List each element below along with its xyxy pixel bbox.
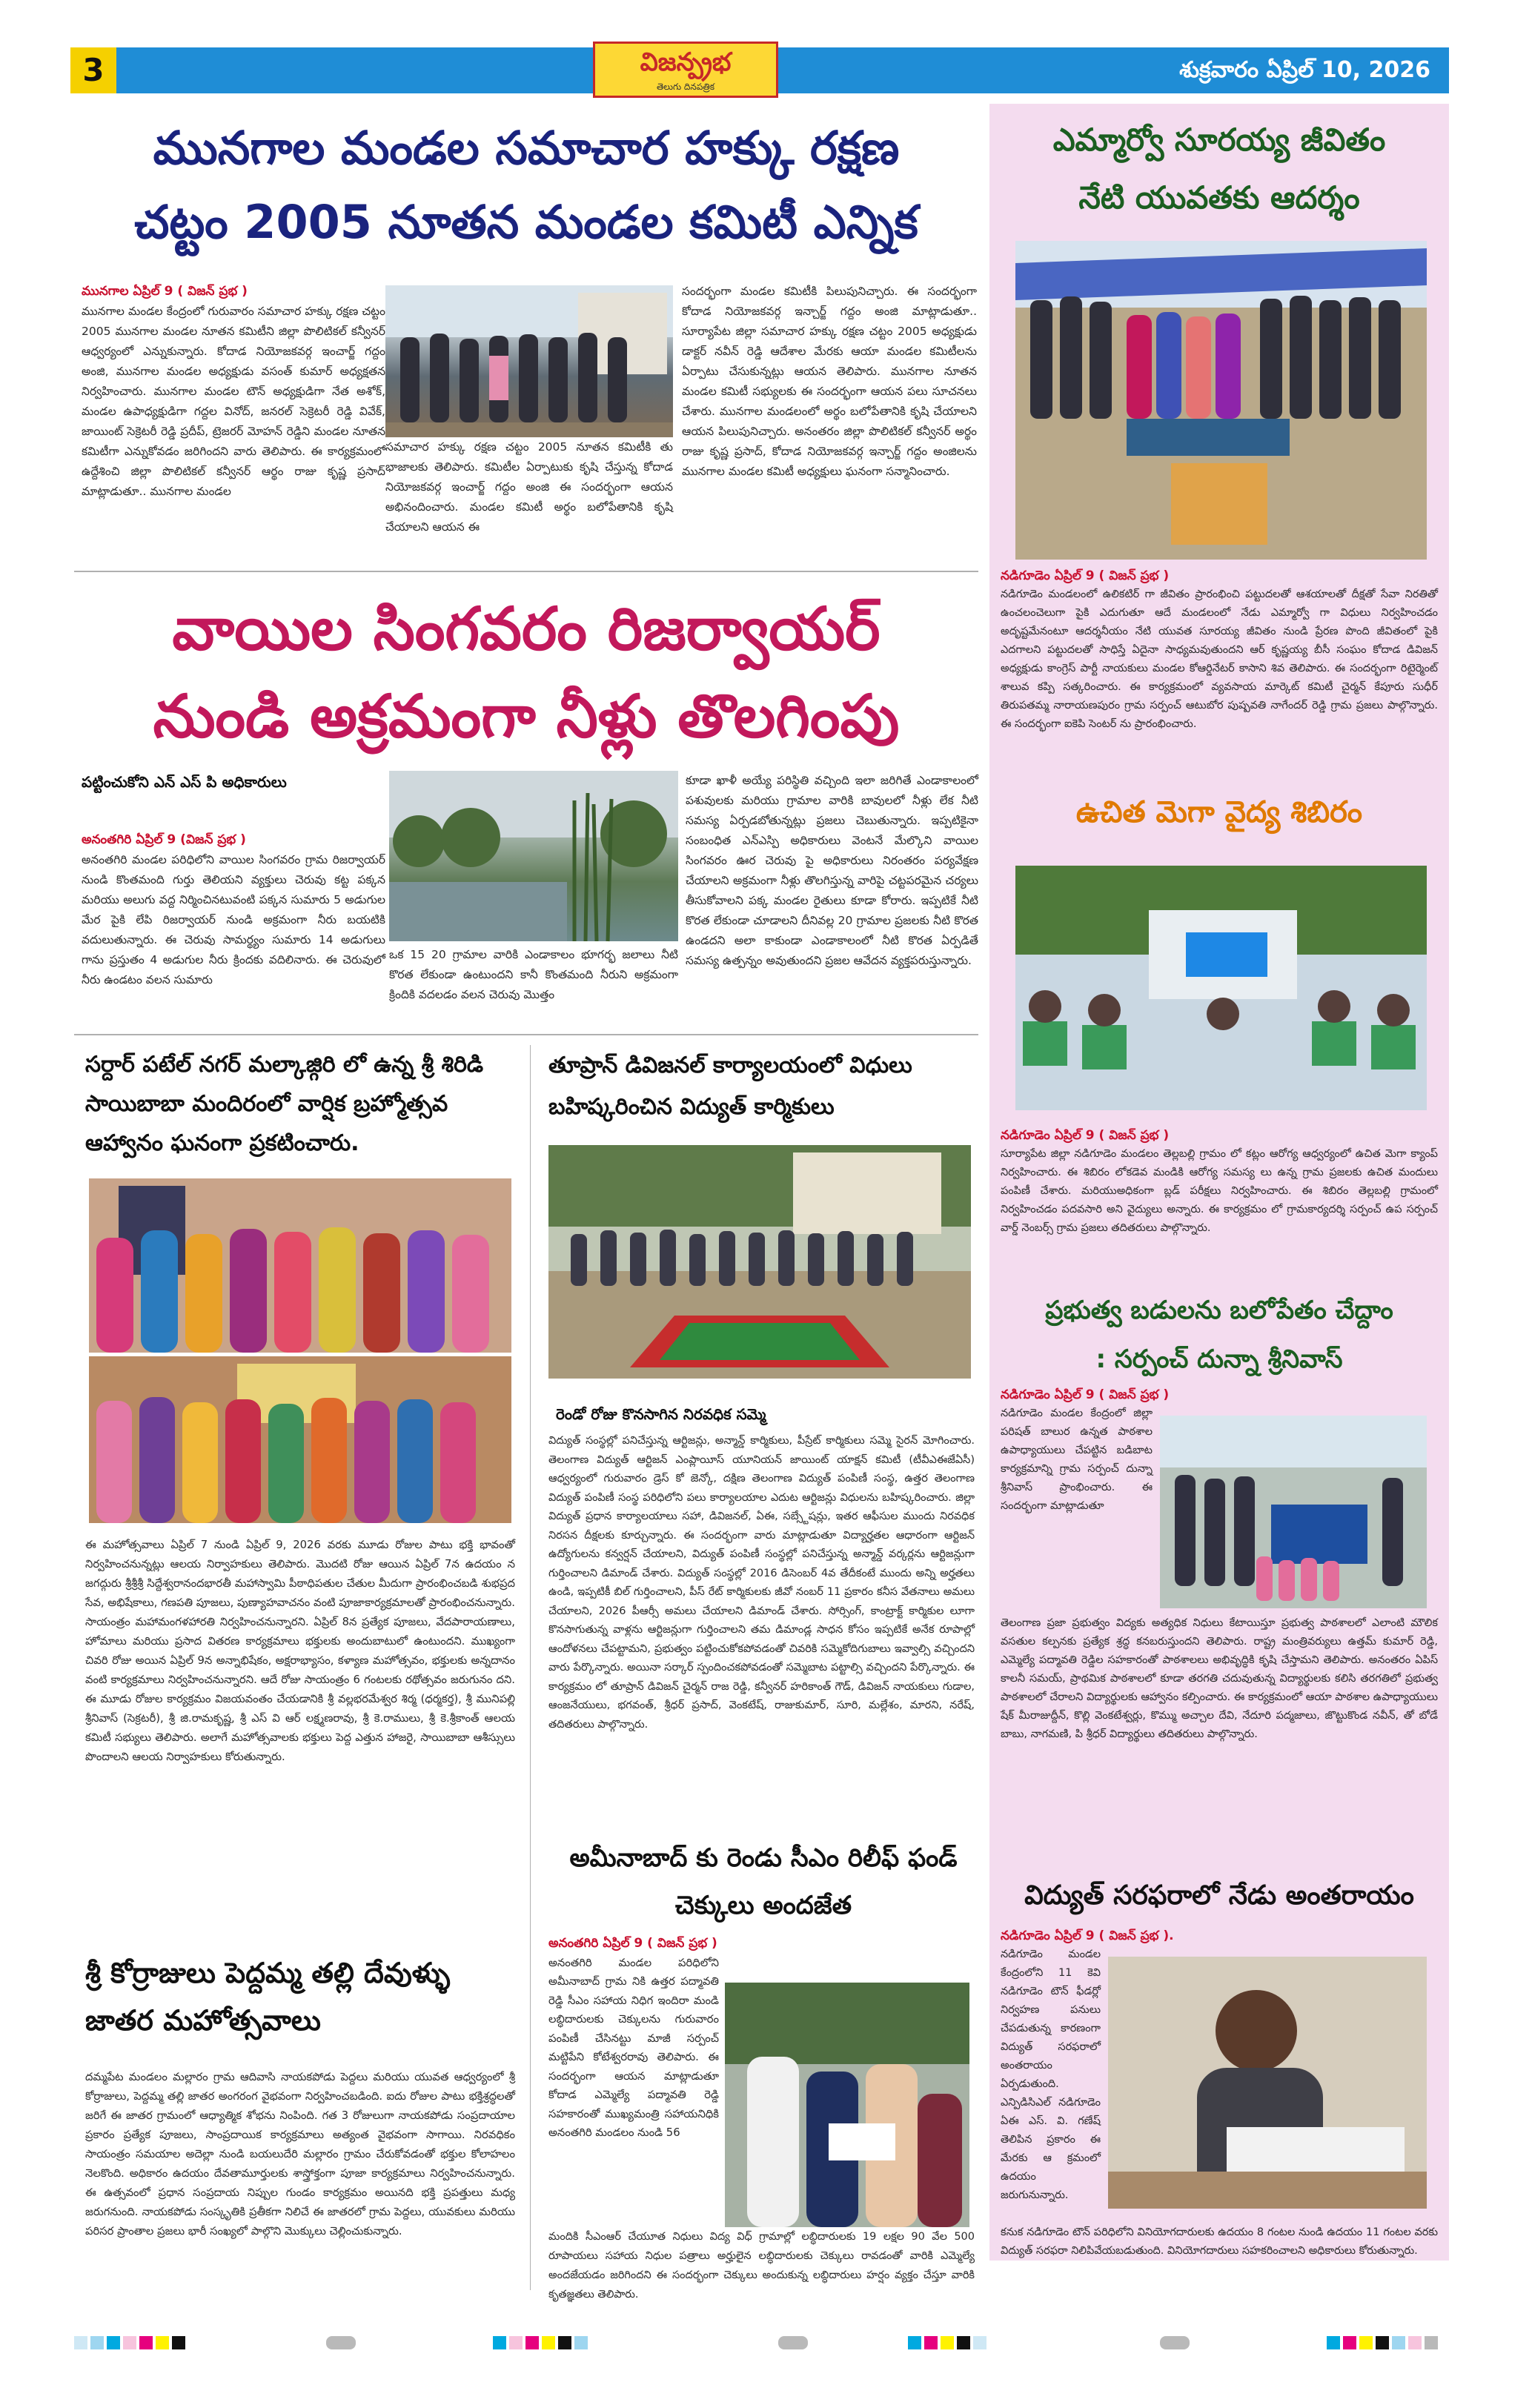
story2-headline	[82, 586, 971, 760]
story1-caption: సమాచార హక్కు రక్షణ చట్టం 2005 నూతన కమిటీకి తు భాజాలకు తెలిపారు. కమిటీల ఏర్పాటుకు కృషి చేస్తున్న కోదాడ నియోజకవర్గ ఇంచార్జ్ గద్దం అంజి ఈ సందర్భంగా ఆయన అభినందించారు. మండల కమిటీ అర్థం బలోపేతానికి కృషి చేయాలని ఆయన ఈ	[385, 440, 673, 534]
right4-headline: విద్యుత్ సరఫరాలో నేడు అంతరాయం	[1024, 1880, 1414, 1911]
right4-photo	[1108, 1957, 1427, 2209]
story1-headline	[82, 111, 971, 259]
masthead-logo	[593, 42, 778, 98]
story5-photo	[548, 1145, 971, 1379]
story2-kicker: పట్టించుకోని ఎన్ ఎస్ పి అధికారులు	[82, 773, 287, 791]
story5-body: విద్యుత్ సంస్థల్లో పనిచేస్తున్న ఆర్టిజన్లు, అన్మాన్డ్ కార్మికులు, పీస్రేట్ కార్మికులు సమ్మె సైరన్ మోగించారు. తెలంగాణ విద్యుత్ ఆర్టిజన్ ఎంప్లాయీస్ యూనియన్ జాయింట్ యాక్షన్ కమిటీ (టీవీఎఈజేఏసీ) ఆధ్వర్యంలో గురువారం డ్రెస్ కో జెన్కో, దక్షిణ తెలంగాణ విద్యుత్ పంపిణీ సంస్థ, ఉత్తర తెలంగాణ విద్యుత్ పంపిణీ సంస్థ పరిధిలోని పలు కార్యాలయాల ఎదుట ఆర్టిజన్లు విధులను బహిష్కరించారు. జిల్లా విద్యుత్ ప్రధాన కార్యాలయాలు సహా, డివిజనల్, ఏఈ, సబ్స్టేషన్లు, ఇతర ఆఫీసుల ముందు నిరవధిక నిరసన దీక్షలకు కూర్చున్నారు. ఈ సందర్భంగా వారు మాట్లాడుతూ విద్యార్హతల ఆధారంగా ఆర్టిజన్ ఉద్యోగులను కన్వర్షన్ చేయాలని, విద్యుత్ పంపిణీ సంస్థల్లో పనిచేస్తున్న అన్మాన్డ్ వర్కర్లను ఆర్టిజన్లుగా గుర్తించాలని డిమాండ్ చేశారు. విద్యుత్ సంస్థల్లో 2016 డిసెంబర్ 4వ తేదీకంటే ముందు అన్ని అర్హతలు ఉండి, ఇప్పటికీ బిల్ గుర్తించాలని, పీస్ రేట్ కార్మికులకు జీవో నంబర్ 11 ప్రకారం కనీస వేతనాలు అమలు చేయాలని, 2026 పీఆర్సీ అమలు చేయాలని డిమాండ్ చేశారు. సోర్సింగ్, కాంట్రాక్ట్ కార్మికుల లూగా కొనసాగుతున్న వాళ్లను ఆర్టిజన్లుగా గుర్తించాలని తమ డిమాండ్ల సాధన కోసం ఇప్పటికే అనేక రూపాల్లో ఆందోళనలు చేపట్టామని, ప్రభుత్వం పట్టించుకోకపోవడంతో చివరికి సమ్మెకోదిగుబాలు ఇవ్వాల్సి వచ్చిందని వారు పేర్కొన్నారు. అయినా సర్కార్ స్పందించకపోవడంతో సమ్మెబాట పట్టాల్సి వచ్చిందని పేర్కొన్నారు. ఈ కార్యక్రమం లో తూప్రాన్ డివిజన్ చైర్మన్ రాజ రెడ్డి, కన్వీనర్ హరికాంత్ గౌడ్, డివిజన్ నాయకులు గుడాల, ఆంజనేయులు, భగవంత్, శ్రీధర్ ప్రసాద్, వెంకటేష్, రాజుకుమార్, సూరి, మల్లేశం, మారని, నరేష్, తదితరులు పాల్గొన్నారు.	[548, 1435, 975, 1731]
story3-headline: సర్దార్ పటేల్ నగర్ మల్కాజ్గిరి లో ఉన్న శ్రీ శిరిడి సాయిబాబా మందిరంలో వార్షిక బ్రహ్మోత్సవ ఆహ్వానం ఘనంగా ప్రకటించారు.	[85, 1052, 484, 1156]
right2-dateline: నడిగూడెం ఏప్రిల్ 9 ( విజన్ ప్రభ )	[1001, 1128, 1170, 1143]
right2-headline: ఉచిత మెగా వైద్య శిబిరం	[1075, 795, 1363, 829]
story2-caption: ఒక 15 20 గ్రామాల వారికి ఎండాకాలం భూగర్భ జలాలు నీటి కొరత లేకుండా ఉంటుందని కానీ కొంతమంది నీరుని అక్రమంగా క్రిందికి వదలడం వలన చెరువు మొత్తం	[389, 948, 678, 1001]
right1-headline-line1: ఎమ్మార్వో సూరయ్య జీవితం	[1052, 122, 1386, 158]
story1-dateline: మునగాల ఏప్రిల్ 9 ( విజన్ ప్రభ )	[82, 284, 248, 299]
right4-body: కనుక నడిగూడెం టౌన్ పరిధిలోని వినియోగదారులకు ఉదయం 8 గంటల నుండి ఉదయం 11 గంటల వరకు విద్యుత్ సరఫరా నిలిపివేయబడుతుంది. వినియోగదారులు సహకరించాలని అధికారులు కోరుతున్నారు.	[1001, 2226, 1438, 2257]
story5-subhead: రెండో రోజు కొనసాగిన నిరవధిక సమ్మె	[556, 1405, 766, 1423]
right1-photo	[1015, 241, 1427, 560]
page-number: 3	[70, 47, 116, 93]
story4-body: దమ్మపేట మండలం మల్లారం గ్రామ ఆదివాసి నాయకపోడు పెద్దలు మరియు యువత ఆధ్వర్యంలో శ్రీ కోర్రాజులు, పెద్దమ్మ తల్లి జాతర అంగరంగ వైభవంగా నిర్వహించబడింది. ఐదు రోజుల పాటు భక్తిశ్రద్ధలతో జరిగే ఈ జాతర గ్రామంలో ఆధ్యాత్మిక శోభను నింపింది. గత 3 రోజులుగా నాయకపోడు సంప్రదాయాల ప్రకారం ప్రత్యేక పూజలు, సాంప్రదాయిక కార్యక్రమాలు అత్యంత వైభవంగా సాగాయి. నిరవధికం సాయంత్రం సమయాల అదెల్లా నుండి బయలుదేరి మల్లారం గ్రామం చేరుకోవడంతో భక్తుల కోలాహలం నెలకొంది. అధికారం ఉదయం దేవతామూర్తులకు శాస్త్రోక్తంగా పూజా కార్యక్రమాలు నిర్వహించనున్నారు. ఈ ఉత్సవంలో ప్రధాన సంప్రదాయ నిప్పుల గుండం కార్యక్రమం అయినది భక్తి ప్రపత్తులు మధ్య జరుగనుంది. నాయకపోడు సంస్కృతికి ప్రతీకగా నిలిచే ఈ జాతరలో గ్రామ పెద్దలు, యువకులు మరియు పరిసర ప్రాంతాల ప్రజలు భారీ సంఖ్యలో పాల్గొని మొక్కులు చెల్లించుకున్నారు.	[85, 2071, 515, 2238]
story1-photo	[385, 285, 673, 437]
right1-body-text: నడిగూడెం మండలంలో ఉలికటిర్ గా జీవితం ప్రారంభించి పట్టుదలతో ఆశయాలతో దీక్షతో సేవా నిరతితో ఉంచలంచెలుగా పైకి ఎదుగుతూ ఆదే మండలంలో నేడు ఎమ్మార్వో గా విధులు నిర్వహించడం అదృష్టమేనంటూ ఆదర్శనీయం నేటి యువత సూరయ్య జీవితం నుండి ప్రేరణ పొంది జీవితంలో పైకి ఎదగాలని పట్టుదలతో సాధిస్తే ఏదైనా సాధ్యమవుతుందని ఆర్ కృష్ణయ్య బీసీ సంఘం కోదాడ డివిజన్ అధ్యక్షుడు కాంగ్రెస్ పార్టీ నాయకులు మండల కోఆర్డినేటర్ కాసాని శివ తెలిపారు. ఈ సందర్భంగా రిటైర్మెంట్ శాలువ కప్పి సత్కరించారు. ఈ కార్యక్రమంలో వ్యవసాయ మార్కెట్ కమిటీ చైర్మన్ కేపూరు సుధీర్ తిరుపతమ్మ నారాయణపురం గ్రామ సర్పంచ్ ఆటుబోర పుష్పవతి నాగేందర్ రెడ్డి గ్రామ ప్రజలు పాల్గొన్నారు. ఈ సందర్భంగా ఐకెపి సెంటర్ ను ప్రారంభించారు.	[1001, 588, 1438, 730]
right3-headline-line1: ప్రభుత్వ బడులను బలోపేతం చేద్దాం	[1045, 1296, 1393, 1325]
story4-headline: శ్రీ కోర్రాజులు పెద్దమ్మ తల్లి దేవుళ్ళు జాతర మహోత్సవాలు	[85, 1957, 451, 2037]
story1-headline-line1: మునగాల మండల సమాచార హక్కు రక్షణ	[153, 121, 900, 175]
right1-dateline: నడిగూడెం ఏప్రిల్ 9 ( విజన్ ప్రభ )	[1001, 568, 1170, 583]
right4-dateline: నడిగూడెం ఏప్రిల్ 9 ( విజన్ ప్రభ ).	[1001, 1928, 1174, 1943]
right4-col1-text: నడిగూడెం మండల కేంద్రంలోని 11 కెవి నడిగూడెం టౌన్ ఫీడర్లో నిర్వహణ పనులు చేపడుతున్న కారణంగా విద్యుత్ సరఫరాలో అంతరాయం ఏర్పడుతుంది. ఎన్పిడిసిఎల్ నడిగూడెం ఏఈ ఎస్. వి. గణేష్ తెలిపిన ప్రకారం ఈ మేరకు ఆ క్రమంలో ఉదయం జరుగునున్నారు.	[1001, 1948, 1101, 2201]
story5-headline: తూప్రాన్ డివిజనల్ కార్యాలయంలో విధులు బహిష్కరించిన విద్యుత్ కార్మికులు	[548, 1052, 912, 1120]
header-date: శుక్రవారం ఏప్రిల్ 10, 2026	[1179, 57, 1430, 83]
story6-col1-text: అనంతగిరి మండల పరిధిలోని అమీనాబాద్ గ్రామ నికి ఉత్తర పద్మావతి రెడ్డి సీఎం సహాయ నిధిగ ఇందిరా మండి లబ్ధిదారులకు చెక్కులను గురువారం పంపిణీ చేసినట్టు మాజీ సర్పంచ్ మట్టిపేని కోటేశ్వరరావు తెలిపారు. ఈ సందర్భంగా ఆయన మాట్లాడుతూ కోదాడ ఎమ్మెల్యే పద్మావతి రెడ్డి సహకారంతో ముఖ్యమంత్రి సహాయనిధికి అనంతగిరి మండలం నుండి 56	[548, 1956, 719, 2139]
color-registration-strip	[0, 2327, 1532, 2357]
story6-headline: అమీనాబాద్ కు రెండు సీఎం రిలీఫ్ ఫండ్ చెక్కులు అందజేత	[569, 1843, 958, 1920]
right3-dateline: నడిగూడెం ఏప్రిల్ 9 ( విజన్ ప్రభ )	[1001, 1387, 1170, 1402]
story1-col1-text: మునగాల మండల కేంద్రంలో గురువారం సమాచార హక్కు రక్షణ చట్టం 2005 మునగాల మండల నూతన కమిటీని జిల్లా పొలిటికల్ కన్వీనర్ ఆధ్వర్యంలో ఎన్నుకున్నారు. కోదాడ నియోజకవర్గ ఇంచార్జ్ గద్దం అంజి, మునగాల మండల అధ్యక్షుడు వసంత్ కుమార్ అధ్యక్షతన నిర్వహించారు. మునగాల మండల టౌన్ అధ్యక్షుడిగా నేత అశోక్, మండల ఉపాధ్యక్షుడిగా గద్దల వినోద్, జనరల్ సెక్రెటరీ రెడ్డి వివేక్, జాయింట్ సెక్రెటరీ రెడ్డి ప్రదీప్, ట్రెజరర్ మోహన్ రెడ్డిని మండల నూతన కమిటీగా ఎన్నుకోవడం జరిగిందని వారు తెలిపారు. ఈ కార్యక్రమంలో ఉద్దేశించి జిల్లా పొలిటికల్ కన్వీనర్ ఆర్థం రాజు కృష్ణ ప్రసాద్ మాట్లాడుతూ.. మునగాల మండల	[82, 305, 385, 498]
right2-body-text: సూర్యాపేట జిల్లా నడిగూడెం మండలం తెల్లబల్లి గ్రామం లో కట్లం ఆరోగ్య ఆధ్వర్యంలో ఉచిత మెగా క్యాంప్ నిర్వహించారు. ఈ శిబిరం లోకడెవ మండికి ఆరోగ్య సమస్య లు ఉన్న గ్రామ ప్రజలకు ఉచిత మందులు పంపిణీ చేశారు. మరియుఅధికంగా బ్లడ్ పరీక్షలు నిర్వహించారు. ఈ శిబిరం తెల్లబల్లి గ్రామంలో నిర్వహించడం పదవసారి అని వైద్యులు అన్నారు. ఈ కార్యక్రమం లో గ్రామకార్యదర్శి సర్పంచ్ ఉప సర్పంచ్ వార్డ్ నెంబర్స్ గ్రామ ప్రజలు తదితరులు పాల్గొన్నారు.	[1001, 1148, 1438, 1234]
right1-headline-line2: నేటి యువతకు ఆదర్శం	[1078, 179, 1360, 216]
masthead-tagline: తెలుగు దినపత్రిక	[656, 82, 715, 92]
story2-col1-text: అనంతగిరి మండల పరిధిలోని వాయిల సింగవరం గ్రామ రిజర్వాయర్ నుండి కొంతమంది గుర్తు తెలియని వ్యక్తులు చెరువు కట్ట పక్కన మరియు అలుగు వద్ద నిర్మించినటువంటి పక్కన సుమారు 5 అడుగుల మేర పైకి లేపి రిజర్వాయర్ నుండి అక్రమంగా నీరు బయటికి వదులుతున్నారు. ఈ చెరువు సామర్థ్యం సుమారు 14 అడుగులు గాను ప్రస్తుతం 4 అడుగుల నీరు క్రిందకు వదిలినారు. ఈ చెరువులో నీరు ఉండటం వలన సుమారు	[82, 853, 385, 986]
story6-col1	[548, 1934, 719, 2220]
story2-col1	[82, 830, 385, 1023]
story6-body: మందికి సీఎంఆర్ చేయూత నిధులు విద్య విధ్ గ్రామాల్లో లబ్ధిదారులకు 19 లక్షల 90 వేల 500 రూపాయలు సహాయ నిధుల పత్రాలు అర్హులైన లబ్ధిదారులకు చెక్కులు రావడంతో వారికి ఎమ్మెల్యే అందజేయడం జరిగిందని ఈ సందర్భంగా చెక్కులు అందుకున్న లబ్ధిదారులు హర్షం వ్యక్తం చేస్తూ వారికి కృతజ్ఞతలు తెలిపారు.	[548, 2231, 975, 2301]
right3-col1-text: నడిగూడెం మండల కేంద్రంలో జిల్లా పరిషత్ బాలుర ఉన్నత పాఠశాల ఉపాధ్యాయులు చేపట్టిన బడిబాట కార్యక్రమాన్ని గ్రామ సర్పంచ్ దున్నా శ్రీనివాస్ ప్రాంభించారు. ఈ సందర్భంగా మాట్లాడుతూ	[1001, 1407, 1153, 1512]
right3-photo	[1160, 1416, 1427, 1608]
divider	[530, 1045, 531, 2290]
right1-body	[1001, 567, 1438, 775]
right4-col1	[1001, 1927, 1174, 2223]
story6-dateline: అనంతగిరి ఏప్రిల్ 9 ( విజన్ ప్రభ )	[548, 1936, 717, 1951]
right1-headline	[1001, 111, 1438, 227]
story2-dateline: అనంతగిరి ఏప్రిల్ 9 (విజన్ ప్రభ )	[82, 832, 246, 847]
story2-col3: కూడా ఖాళీ అయ్యే పరిస్థితి వచ్చింది ఇలా జరిగితే ఎండాకాలంలో పశువులకు మరియు గ్రామాల వారికి బావులలో నీళ్లు లేక నీటి సమస్య ఏర్పడబోతున్నట్లు ప్రజలు చెబుతున్నారు. ఇప్పటికైనా సంబంధిత ఎన్ఎస్పి అధికారులు వెంటనే మేల్కొని వాయిల సింగవరం ఊర చెరువు పై అధికారులు నిరంతరం పర్యవేక్షణ చేయాలని అక్రమంగా నీళ్లు తొలగిస్తున్న వారిపై చట్టపరమైన చర్యలు తీసుకోవాలని పక్క మండల రైతులు కూడా కోరారు. ఇప్పటికే నీటి కొరత లేకుండా చూడాలని దీనివల్ల 20 గ్రామాల ప్రజలకు నీటి కొరత ఉండదని అలా కాకుండా ఎండాకాలంలో నీటి కొరత ఏర్పడితే సమస్య ఉత్పన్నం అవుతుందని ప్రజల ఆవేదన వ్యక్తపరుస్తున్నారు.	[686, 774, 978, 967]
story3-photo-top	[89, 1178, 511, 1353]
story3-photo-bottom	[89, 1356, 511, 1523]
story2-headline-line2: నుండి అక్రమంగా నీళ్లు తొలగింపు	[153, 682, 900, 751]
story1-headline-line2: చట్టం 2005 నూతన మండల కమిటీ ఎన్నిక	[134, 195, 918, 249]
right2-photo	[1015, 866, 1427, 1110]
story6-photo	[725, 1983, 969, 2227]
masthead-name: విజన్ప్రభ	[640, 47, 732, 77]
divider	[74, 571, 978, 572]
story1-col1	[82, 282, 385, 563]
story2-photo	[389, 771, 678, 941]
divider	[74, 1034, 978, 1035]
right2-body	[1001, 1127, 1438, 1282]
story1-col3: సందర్భంగా మండల కమిటీకి పిలుపునిచ్చారు. ఈ సందర్భంగా కోదాడ నియోజకవర్గ ఇన్చార్జ్ గద్దం అంజి మాట్లాడుతూ.. సూర్యాపేట జిల్లా సమాచార హక్కు రక్షణ చట్టం 2005 అధ్యక్షుడు డాక్టర్ నవీన్ రెడ్డి ఆదేశాల మేరకు ఆయా మండల కమిటీలను ఏర్పాటు చేసుకున్నట్లు ఆయన తెలిపారు. మునగాల నూతన మండల కమిటీ సభ్యులకు ఈ సందర్భంగా ఆయన పలు సూచనలు చేశారు. మునగాల మండలంలో అర్థం బలోపేతానికి కృషి చేయాలని ఆయన పిలుపునిచ్చారు. అనంతరం జిల్లా పొలిటికల్ కన్వీనర్ అర్థం రాజు కృష్ణ ప్రసాద్, కోదాడ నియోజకవర్గ ఇన్చార్జ్ గద్దం అంజిలను మునగాల మండల కమిటీ అధ్యక్షులు ఘనంగా సన్మానించారు.	[682, 285, 977, 478]
right3-headline-line2: : సర్పంచ్ దున్నా శ్రీనివాస్	[1095, 1344, 1343, 1374]
right3-col1	[1001, 1386, 1170, 1608]
story3-body: ఈ మహోత్సవాలు ఏప్రిల్ 7 నుండి ఏప్రిల్ 9, 2026 వరకు మూడు రోజుల పాటు భక్తి భావంతో నిర్వహించనున్నట్లు ఆలయ నిర్వాహకులు తెలిపారు. మొదటి రోజు ఆయిన ఏప్రిల్ 7న ఉదయం న జగద్గురు శ్రీశ్రీశ్రీ సిద్దేశ్వరానందభారతీ మహాస్వామి పీఠాధిపతుల చేతుల మీదుగా ప్రారంభించబడి శుభప్రద సేవ, అభిషేకాలు, గణపతి పూజలు, పుణ్యాహవాచనం వంటి పూజాకార్యక్రమాలతో ప్రారంభించనున్నారు. సాయంత్రం మహామంగళహారతి నిర్వహించనున్నారని. ఏప్రిల్ 8న ప్రత్యేక పూజలు, వేదపారాయణాలు, హోమాలు మరియు ప్రసాద వితరణ కార్యక్రమాలు భక్తులకు అందుబాటులో ఉంటుందని. ముఖ్యంగా చివరి రోజు అయిన ఏప్రిల్ 9న అన్నాభిషేకం, అక్షరాభ్యాసం, కళ్యాణ మహోత్సవం, భక్తులకు అన్నదానం వంటి కార్యక్రమాలు నిర్వహించనున్నారని. ఆదే రోజు సాయంత్రం 6 గంటలకు రథోత్సవం జరుగునం దని. ఈ మూడు రోజుల కార్యక్రమం విజయవంతం చేయడానికి శ్రీ వల్లభరమేశ్వర శిర్మ (ధర్మకర్త), శ్రీ మునిపల్లి శ్రీనివాస్ (సెక్రటరీ), శ్రీ జి.రామకృష్ణ, శ్రీ ఎస్ వి ఆర్ లక్ష్మణరావు, శ్రీ కె.రాములు, శ్రీ కె.శ్రీకాంత్ ఆలయ కమిటీ సభ్యులు తెలిపారు. అలాగే మహోత్సవాలకు భక్తులు పెద్ద ఎత్తున హాజరై, సాయిబాబా ఆశీస్సులు పొందాలని ఆలయ నిర్వాహకులు కోరుతున్నారు.	[85, 1539, 515, 1763]
right3-body: తెలంగాణ ప్రజా ప్రభుత్వం విద్యకు అత్యధిక నిధులు కేటాయిస్తూ ప్రభుత్వ పాఠశాలలో ఎలాంటి మౌలిక వసతుల కల్పనకు ప్రత్యేక శ్రద్ధ కనబరుస్తుందని తెలిపారు. రాష్ట్ర మంత్రివర్యులు ఉత్తమ్ కుమార్ రెడ్డి, ఎమ్మెల్యే పద్మావతి రెడ్డిల సహకారంతో పాఠశాలలు అభివృద్ధికి కృషి చేస్తామని తెలిపారు. అనంతరం ఏపిస్ కాలనీ సమయ్, ప్రాథమిక పాఠశాలలో కూడా తరగతి చదువుతున్న విద్యార్థులకు కలిసి తరగతిలో ప్రభుత్వ పాఠశాలలో చేరాలని విద్యార్థులకు ఆహ్వానం కల్పించారు. ఈ కార్యక్రమంలో ఆయా పాఠశాల ఉపాధ్యాయులు షేక్ మీరాజుద్దీన్, కొల్లి వెంకటేశ్వర్లు, కొమ్ము అచ్చాల దేవి, నేదూరి పద్మజాలు, జొట్టుకొండ నవీన్, తో బోడే బాబు, నాగమణి, పి శ్రీధర్ విద్యార్థులు తదితరులు పాల్గొన్నారు.	[1001, 1617, 1438, 1740]
right3-headline	[1001, 1286, 1438, 1384]
story2-headline-line1: వాయిల సింగవరం రిజర్వాయర్	[172, 594, 881, 663]
